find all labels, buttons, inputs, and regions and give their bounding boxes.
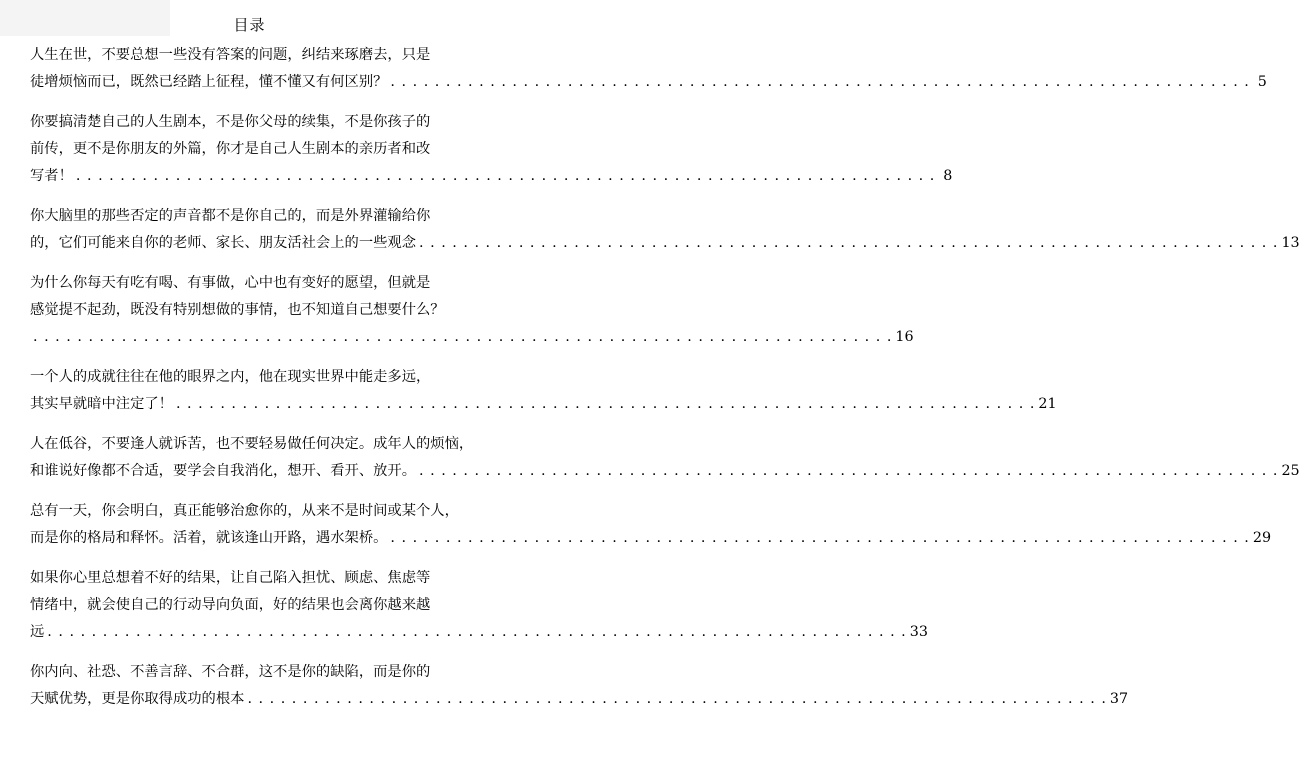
- toc-entry-line: [30, 324, 914, 351]
- toc-entry[interactable]: [30, 565, 928, 646]
- toc-dot-leader: [73, 163, 938, 190]
- toc-entry[interactable]: [30, 431, 1300, 485]
- toc-entry-line: [30, 525, 1272, 552]
- toc-page-number: 37: [1109, 691, 1129, 707]
- toc-entry-text: 你大脑里的那些否定的声音都不是你自己的，而是外界灌输给你: [30, 208, 431, 224]
- toc-entry-text: 一个人的成就往往在他的眼界之内，他在现实世界中能走多远，: [30, 369, 431, 385]
- toc-page-number: 25: [1281, 463, 1300, 479]
- toc-entry-line: [30, 163, 953, 190]
- toc-entry-line: [30, 498, 472, 525]
- toc-entry-line: [30, 270, 472, 297]
- toc-dot-leader: [387, 525, 1252, 552]
- toc-entry-line: [30, 565, 472, 592]
- toc-entry-line: [30, 659, 472, 686]
- toc-entry-text: 情绪中，就会使自己的行动导向负面，好的结果也会离你越来越: [30, 597, 431, 613]
- toc-entry-line: [30, 203, 472, 230]
- toc-entry-line: [30, 136, 472, 163]
- toc-entry-line: [30, 391, 1057, 418]
- toc-entry-text: 你要搞清楚自己的人生剧本，不是你父母的续集，不是你孩子的: [30, 114, 431, 130]
- toc-entry-line: [30, 230, 1300, 257]
- toc-entry-text: 人生在世，不要总想一些没有答案的问题，纠结来琢磨去，只是: [30, 47, 431, 63]
- toc-entry-text: 和谁说好像都不合适，要学会自我消化，想开、看开、放开。: [30, 463, 417, 479]
- toc-page-number: 13: [1281, 235, 1300, 251]
- toc-entry[interactable]: [30, 42, 1267, 96]
- toc-dot-leader: [387, 69, 1252, 96]
- toc-entry-line: [30, 364, 472, 391]
- toc-entry[interactable]: [30, 498, 1272, 552]
- toc-dot-leader: [416, 230, 1281, 257]
- toc-page-number: 16: [895, 329, 914, 345]
- toc-entry-text: 其实早就暗中注定了！: [30, 396, 173, 412]
- toc-dot-leader: [173, 391, 1038, 418]
- toc-entry-line: [30, 109, 472, 136]
- toc-entry-text: 你内向、社恐、不善言辞、不合群，这不是你的缺陷，而是你的: [30, 664, 431, 680]
- toc-entry[interactable]: [30, 270, 914, 351]
- toc-entry-text: 感觉提不起劲，既没有特别想做的事情，也不知道自己想要什么？: [30, 302, 445, 318]
- toc-entry[interactable]: [30, 659, 1129, 713]
- toc-dot-leader: [416, 458, 1281, 485]
- toc-entry-text: 写者！: [30, 168, 73, 184]
- toc-dot-leader: [30, 324, 895, 351]
- toc-page-number: 21: [1038, 396, 1057, 412]
- toc-entry[interactable]: [30, 364, 1057, 418]
- toc-entry-text: 人在低谷，不要逢人就诉苦，也不要轻易做任何决定。成年人的烦恼，: [30, 436, 474, 452]
- toc-entry-text: 前传，更不是你朋友的外篇，你才是自己人生剧本的亲历者和改: [30, 141, 431, 157]
- toc-dot-leader: [44, 619, 909, 646]
- toc-entry-line: [30, 686, 1129, 713]
- toc-page-number: 33: [909, 624, 928, 640]
- toc-entry-line: [30, 297, 472, 324]
- toc-entry-text: 为什么你每天有吃有喝、有事做，心中也有变好的愿望，但就是: [30, 275, 431, 291]
- toc-entry-line: [30, 458, 1300, 485]
- toc-entry-text: 如果你心里总想着不好的结果，让自己陷入担忧、顾虑、焦虑等: [30, 570, 431, 586]
- toc-entry-text: 天赋优势，更是你取得成功的根本: [30, 691, 245, 707]
- toc-page-number: 8: [943, 168, 953, 184]
- page-title: 目录: [233, 16, 266, 34]
- toc-entry-line: [30, 42, 472, 69]
- toc-entry-line: [30, 592, 472, 619]
- toc-dot-leader: [244, 686, 1109, 713]
- toc-entry-line: [30, 431, 472, 458]
- toc-entry[interactable]: [30, 109, 953, 190]
- toc-entry-text: 的，它们可能来自你的老师、家长、朋友活社会上的一些观念: [30, 235, 417, 251]
- toc-entry-text: 总有一天，你会明白，真正能够治愈你的，从来不是时间或某个人，: [30, 503, 459, 519]
- toc-entry-text: 徒增烦恼而已，既然已经踏上征程，懂不懂又有何区别？: [30, 74, 388, 90]
- toc-entry-line: [30, 619, 928, 646]
- toc-page-number: 29: [1252, 530, 1272, 546]
- toc-page-number: 5: [1257, 74, 1267, 90]
- table-of-contents: [30, 42, 1300, 726]
- toc-entry-line: [30, 69, 1267, 96]
- toc-entry[interactable]: [30, 203, 1300, 257]
- toc-entry-text: 远: [30, 624, 45, 640]
- toc-entry-text: 而是你的格局和释怀。活着，就该逢山开路，遇水架桥。: [30, 530, 388, 546]
